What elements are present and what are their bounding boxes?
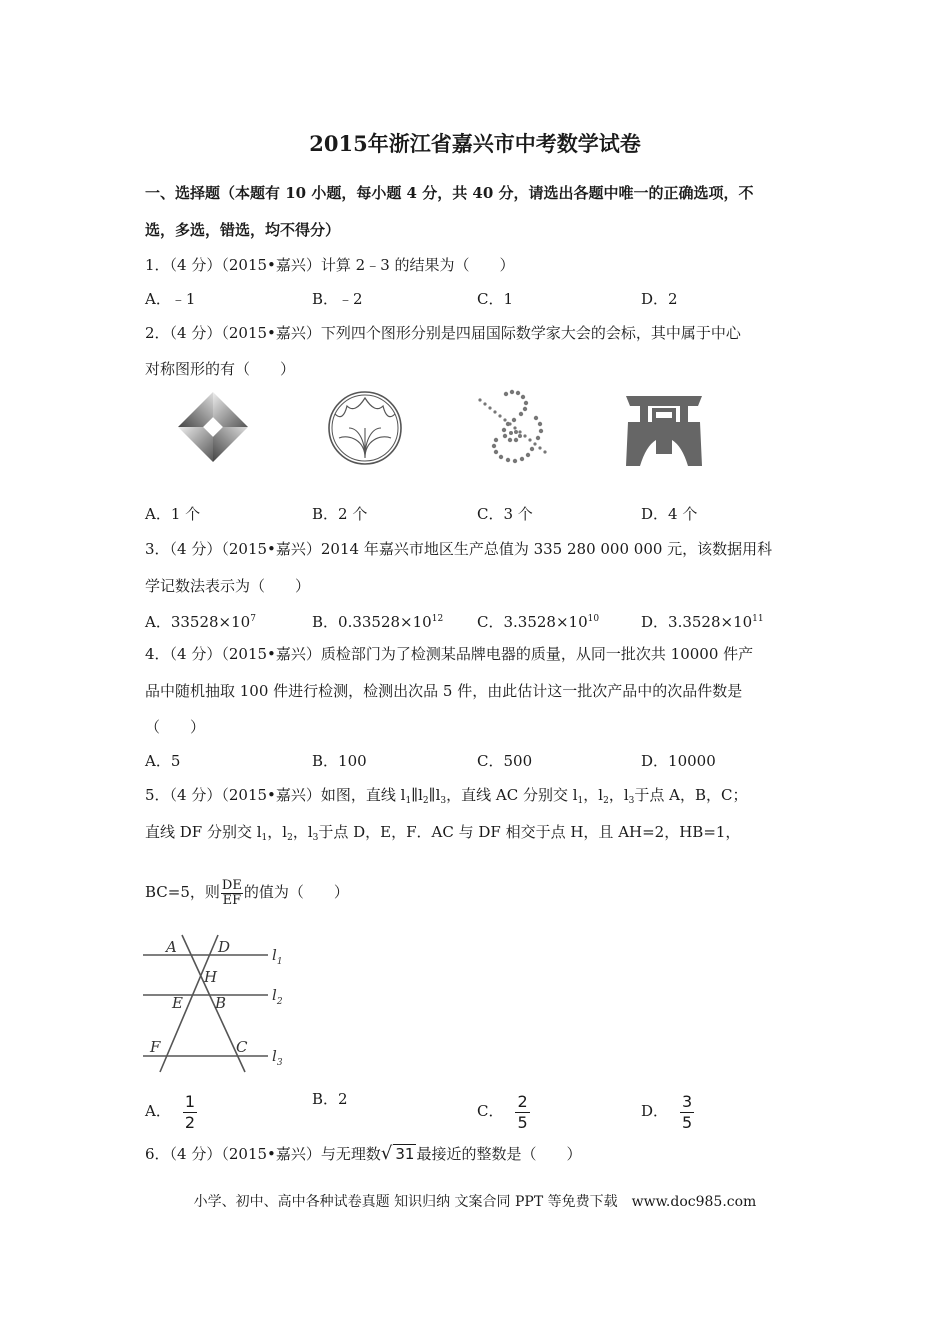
- de-over-ef-fraction: $\frac{DE}{EF}$: [221, 877, 242, 908]
- q5-option-b: B．2: [312, 1090, 348, 1108]
- question-3-line2: 学记数法表示为（ ）: [145, 577, 311, 595]
- q5-option-c: C． $\frac{2}{5}$: [477, 1091, 528, 1132]
- q3-option-b: B．$0.33528\times 10^{12}$: [312, 613, 444, 631]
- q1-option-a: A．﹣1: [145, 290, 196, 308]
- question-5-line2: 直线 DF 分别交 $l_1$，$l_2$，$l_3$于点 D，E，F．AC 与 DF 相交于点 H，且 AH=2，HB=1，: [145, 823, 741, 843]
- svg-text:l1: $l_1$: [272, 946, 283, 967]
- svg-text:l3: $l_3$: [272, 1047, 283, 1068]
- q5-option-d: D． $\frac{3}{5}$: [641, 1091, 693, 1132]
- q4-option-a: A．5: [145, 752, 181, 770]
- q2-option-b: B．2 个: [312, 505, 368, 523]
- svg-text:l2: $l_2$: [272, 986, 283, 1007]
- svg-text:F: F: [150, 1038, 161, 1056]
- page-footer: 小学、初中、高中各种试卷真题 知识归纳 文案合同 PPT 等免费下载 www.doc985.com: [193, 1194, 757, 1210]
- q3-option-c: C．$3.3528\times 10^{10}$: [477, 613, 600, 631]
- svg-text:H: H: [204, 968, 218, 986]
- svg-text:D: D: [218, 938, 231, 956]
- page-title: 2015年浙江省嘉兴市中考数学试卷: [309, 131, 641, 156]
- q1-option-d: D．2: [641, 290, 678, 308]
- q2-option-c: C．3 个: [477, 505, 533, 523]
- svg-text:E: E: [172, 994, 183, 1012]
- square-root-icon: √: [380, 1143, 393, 1164]
- circle-arcs-logo-figure: [325, 388, 405, 468]
- question-4-line2: 品中随机抽取 100 件进行检测，检测出次品 5 件，由此估计这一批次产品中的次品件数是: [145, 682, 743, 700]
- section-heading-line1: 一、选择题（本题有 10 小题，每小题 4 分，共 40 分，请选出各题中唯一的正确选项，不: [145, 184, 754, 202]
- pinwheel-logo-figure: [176, 390, 251, 465]
- q4-option-c: C．500: [477, 752, 533, 770]
- question-1-text: 1．（4 分）（2015•嘉兴）计算 2﹣3 的结果为（ ）: [145, 256, 515, 274]
- q2-option-d: D．4 个: [641, 505, 698, 523]
- question-5-line1: 5．（4 分）（2015•嘉兴）如图，直线 $l_1\parallel l_2\parallel l_3$，直线 AC 分别交 $l_1$，$l_2$，$l_3$于点 A，B，C；: [145, 786, 748, 806]
- question-6-text: 6．（4 分）（2015•嘉兴）与无理数√ 31 最接近的整数是（ ）: [145, 1143, 582, 1164]
- question-2-line2: 对称图形的有（ ）: [145, 360, 296, 378]
- q3-option-d: D．$3.3528\times 10^{11}$: [641, 613, 764, 631]
- q4-option-b: B．100: [312, 752, 367, 770]
- svg-text:A: A: [166, 938, 177, 956]
- section-heading-line2: 选，多选，错选，均不得分）: [145, 221, 341, 239]
- svg-text:C: C: [236, 1038, 248, 1056]
- question-4-line3: （ ）: [145, 718, 206, 736]
- question-4-line1: 4．（4 分）（2015•嘉兴）质检部门为了检测某品牌电器的质量，从同一批次共 10000 件产: [145, 645, 754, 663]
- dotted-spiral-logo-figure: [476, 388, 556, 470]
- q2-option-a: A．1 个: [145, 505, 201, 523]
- q4-option-d: D．10000: [641, 752, 716, 770]
- q1-option-c: C．1: [477, 290, 514, 308]
- q3-option-a: A．$33528\times 10^7$: [145, 613, 256, 631]
- q5-option-a: A． $\frac{1}{2}$: [145, 1091, 196, 1132]
- pagoda-logo-figure: [624, 394, 704, 468]
- parallel-lines-figure: [140, 930, 300, 1075]
- question-3-line1: 3．（4 分）（2015•嘉兴）2014 年嘉兴市地区生产总值为 335 280 000 000 元，该数据用科: [145, 540, 773, 558]
- question-2-line1: 2．（4 分）（2015•嘉兴）下列四个图形分别是四届国际数学家大会的会标，其中属于中心: [145, 324, 741, 342]
- question-5-line3: BC=5，则 $\frac{DE}{EF}$ 的值为（ ）: [145, 877, 349, 908]
- svg-text:B: B: [215, 994, 227, 1012]
- q1-option-b: B．﹣2: [312, 290, 363, 308]
